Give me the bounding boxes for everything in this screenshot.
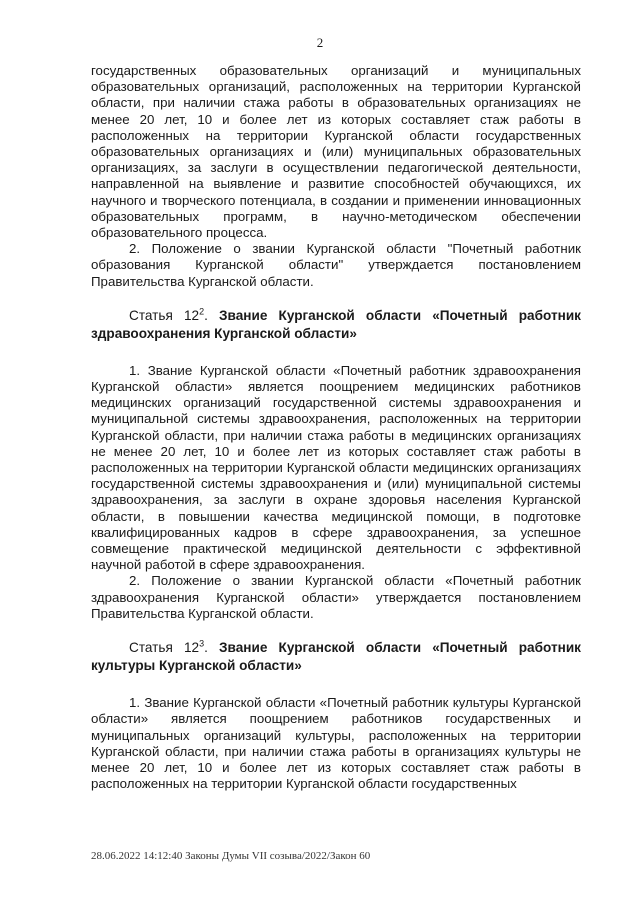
- article-label: Статья 12: [129, 640, 200, 656]
- paragraph-culture-award: 1. Звание Курганской области «Почетный работник культуры Курганской области» является поощрением работников государственных и муниципальных организаций культуры, расположенных на территории Курганской области, при наличии стажа работы в организациях культуры не менее 20 лет, 10 и более лет из которых составляет стаж работы в расположенных на территории Курганской области государственных: [91, 695, 581, 792]
- article-heading-culture: [91, 639, 581, 675]
- document-body: [91, 63, 581, 792]
- article-superscript: 2: [199, 306, 205, 317]
- article-title: Звание Курганской области «Почетный работник культуры Курганской области»: [91, 640, 581, 674]
- article-separator: .: [204, 307, 220, 323]
- article-separator: .: [204, 640, 220, 656]
- article-superscript: 3: [199, 638, 205, 649]
- article-label: Статья 12: [129, 307, 200, 323]
- article-heading-healthcare: [91, 307, 581, 343]
- page-number: 2: [316, 35, 324, 50]
- paragraph-healthcare-award: 1. Звание Курганской области «Почетный работник здравоохранения Курганской области» является поощрением медицинских работников медицинских организаций государственной системы здравоохранения и муниципальной системы здравоохранения, расположенных на территории Курганской области, при наличии стажа работы в медицинских организациях не менее 20 лет, 10 и более лет из которых составляет стаж работы в расположенных на территории Курганской области медицинских организациях государственной системы здравоохранения и (или) муниципальной системы здравоохранения, за заслуги в охране здоровья населения Курганской области, в повышении качества медицинской помощи, в подготовке квалифицированных кадров в сфере здравоохранения, за успешное совмещение практической медицинской деятельности с эффективной научной работой в сфере здравоохранения.: [91, 362, 581, 573]
- article-title: Звание Курганской области «Почетный работник здравоохранения Курганской области»: [91, 307, 581, 341]
- paragraph-education-award-continued: государственных образовательных организаций и муниципальных образовательных организаций, расположенных на территории Курганской области, при наличии стажа работы в образовательных организациях не менее 20 лет, 10 и более лет из которых составляет стаж работы в расположенных на территории Курганской области государственных образовательных организациях и (или) муниципальных образовательных организациях, за заслуги в осуществлении педагогической деятельности, направленной на выявление и развитие способностей обучающихся, их научного и творческого потенциала, в создании и применении инновационных образовательных программ, в научно-методическом обеспечении образовательного процесса.: [91, 63, 581, 241]
- document-footer-stamp: 28.06.2022 14:12:40 Законы Думы VII созыва/2022/Закон 60: [91, 850, 371, 862]
- paragraph-education-regulation: 2. Положение о звании Курганской области "Почетный работник образования Курганской области" утверждается постановлением Правительства Курганской области.: [91, 241, 581, 289]
- paragraph-healthcare-regulation: 2. Положение о звании Курганской области «Почетный работник здравоохранения Курганской области» утверждается постановлением Правительства Курганской области.: [91, 573, 581, 621]
